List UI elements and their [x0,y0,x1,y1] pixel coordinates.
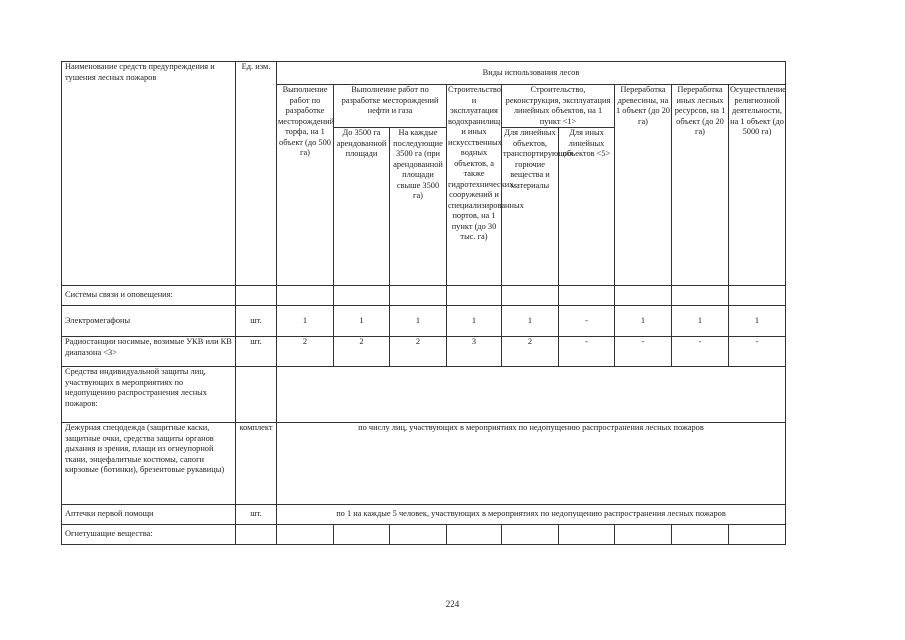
cell: 1 [334,306,390,337]
cell: 1 [729,306,786,337]
header-oilgas-a: До 3500 га арендованной площади [334,128,390,286]
cell: 1 [502,306,559,337]
header-wood: Переработка древесины, на 1 объект (до 20 га) [615,85,672,286]
row-ppe-name: Средства индивидуальной защиты лиц, участвующих в мероприятиях по недопущению распространения лесных пожаров: [62,367,236,423]
row-radio-name: Радиостанции носимые, возимые УКВ или КВ диапазона <3> [62,337,236,367]
table-row [62,423,786,505]
cell: - [672,337,729,367]
header-name: Наименование средств предупреждения и тушения лесных пожаров [62,62,236,286]
cell: 2 [334,337,390,367]
page-number: 224 [445,599,460,609]
header-unit: Ед. изм. [236,62,277,286]
cell: 1 [447,306,502,337]
header-linear: Строительство, реконструкция, эксплуатация линейных объектов, на 1 пункт <1> [502,85,615,128]
cell: 2 [502,337,559,367]
row-firstaid-name: Аптечки первой помощи [62,505,236,525]
header-hydro: Строительство и эксплуатация водохранилищ и иных искусственных водных объектов, а также гидротехнических сооружений и специализированных портов, на 1 пункт (до 30 тыс. га) [447,85,502,286]
row-workwear-name: Дежурная спецодежда (защитные каски, защитные очки, средства защиты органов дыхания и зрения, плащи из огнеупорной ткани, энцефалитные костюмы, сапоги кирзовые (ботинки), брезентовые рукавицы) [62,423,236,505]
header-oilgas-b: На каждые последующие 3500 га (при арендованной площади свыше 3500 га) [390,128,447,286]
header-oilgas: Выполнение работ по разработке месторождений нефти и газа [334,85,447,128]
table-row [62,337,786,367]
header-religious: Осуществление религиозной деятельности, на 1 объект (до 5000 га) [729,85,786,286]
table-row [62,306,786,337]
row-megaphones-name: Электромегафоны [62,306,236,337]
cell: - [729,337,786,367]
cell: 2 [390,337,447,367]
header-linear-a: Для линейных объектов, транспортирующих горючие вещества и материалы [502,128,559,286]
cell: 3 [447,337,502,367]
cell: 1 [277,306,334,337]
row-comm-name: Системы связи и оповещения: [62,286,236,306]
cell: - [615,337,672,367]
norms-table [61,61,786,545]
header-other-resources: Переработка иных лесных ресурсов, на 1 объект (до 20 га) [672,85,729,286]
row-workwear-norm: по числу лиц, участвующих в мероприятиях по недопущению распространения лесных пожаров [277,423,786,505]
cell: 2 [277,337,334,367]
header-peat: Выполнение работ по разработке месторождений торфа, на 1 объект (до 500 га) [277,85,334,286]
row-workwear-unit: комплект [236,423,277,505]
header-linear-b: Для иных линейных объектов <5> [559,128,615,286]
cell: 1 [390,306,447,337]
cell: 1 [672,306,729,337]
row-megaphones-unit: шт. [236,306,277,337]
cell: 1 [615,306,672,337]
header-types: Виды использования лесов [277,62,786,85]
row-radio-unit: шт. [236,337,277,367]
row-firstaid-norm: по 1 на каждые 5 человек, участвующих в мероприятиях по недопущению распространения лесных пожаров [277,505,786,525]
row-extinguish-name: Огнетушащие вещества: [62,525,236,545]
cell: - [559,306,615,337]
table-row [62,505,786,525]
cell: - [559,337,615,367]
row-firstaid-unit: шт. [236,505,277,525]
